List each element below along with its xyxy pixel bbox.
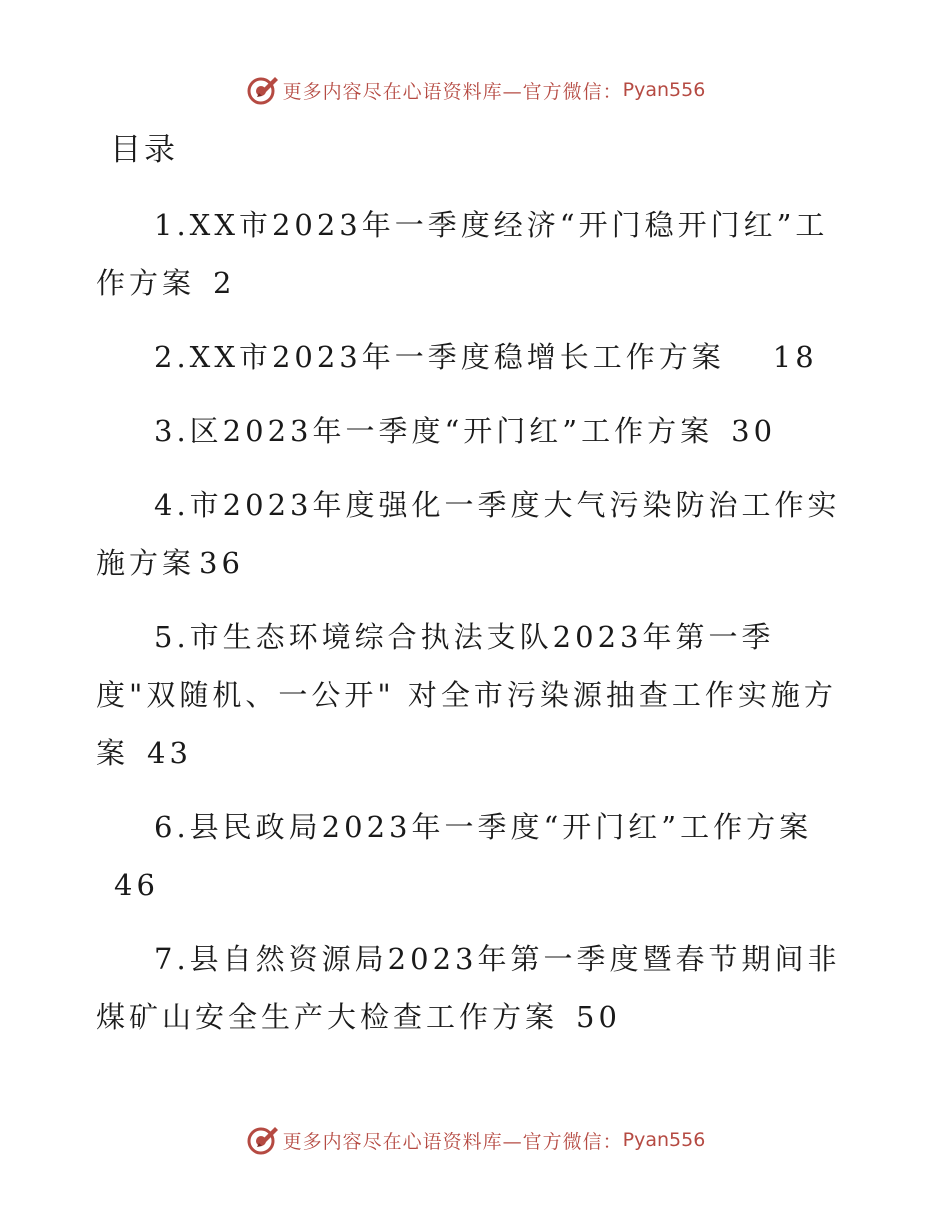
toc-item-text: 3.区2023年一季度“开门红”工作方案: [154, 414, 714, 448]
footer-wechat-id: Pyan556: [622, 1129, 706, 1151]
footer-promo-text: 更多内容尽在心语资料库—官方微信：: [282, 1130, 623, 1153]
toc-item-text: 4.市2023年度强化一季度大气污染防治工作实施方案: [96, 488, 841, 580]
toc-item: [96, 798, 856, 914]
toc-item-text: 6.县民政局2023年一季度“开门红”工作方案: [154, 810, 813, 844]
toc-item: [96, 402, 856, 460]
toc-item: [96, 328, 856, 386]
toc-item-text: 2.XX市2023年一季度稳增长工作方案: [154, 340, 725, 374]
header-banner: [0, 70, 950, 110]
toc-item: [96, 608, 856, 782]
toc-item-page: 36: [199, 546, 244, 580]
header-promo-text: 更多内容尽在心语资料库—官方微信：: [282, 80, 623, 103]
toc-title: 目录: [110, 132, 178, 168]
toc-list: [96, 196, 856, 1062]
toc-item-text: 7.县自然资源局2023年第一季度暨春节期间非煤矿山安全生产大检查工作方案: [96, 942, 841, 1034]
toc-item: [96, 196, 856, 312]
toc-item-page: 2: [213, 266, 236, 300]
header-wechat-id: Pyan556: [622, 79, 706, 101]
pen-logo-icon: [245, 73, 279, 107]
toc-item-page: 43: [147, 736, 192, 770]
pen-logo-icon: [245, 1123, 279, 1157]
toc-item-page: 50: [576, 1000, 621, 1034]
toc-item-page: 46: [114, 868, 159, 902]
footer-banner: [0, 1120, 950, 1160]
toc-item-text: 1.XX市2023年一季度经济“开门稳开门红”工作方案: [96, 208, 829, 300]
toc-item-text: 5.市生态环境综合执法支队2023年第一季度"双随机、一公开" 对全市污染源抽查工作实施方案: [96, 620, 837, 770]
toc-item: [96, 476, 856, 592]
toc-item-page: 18: [772, 340, 818, 374]
toc-item: [96, 930, 856, 1046]
toc-item-page: 30: [731, 414, 777, 448]
